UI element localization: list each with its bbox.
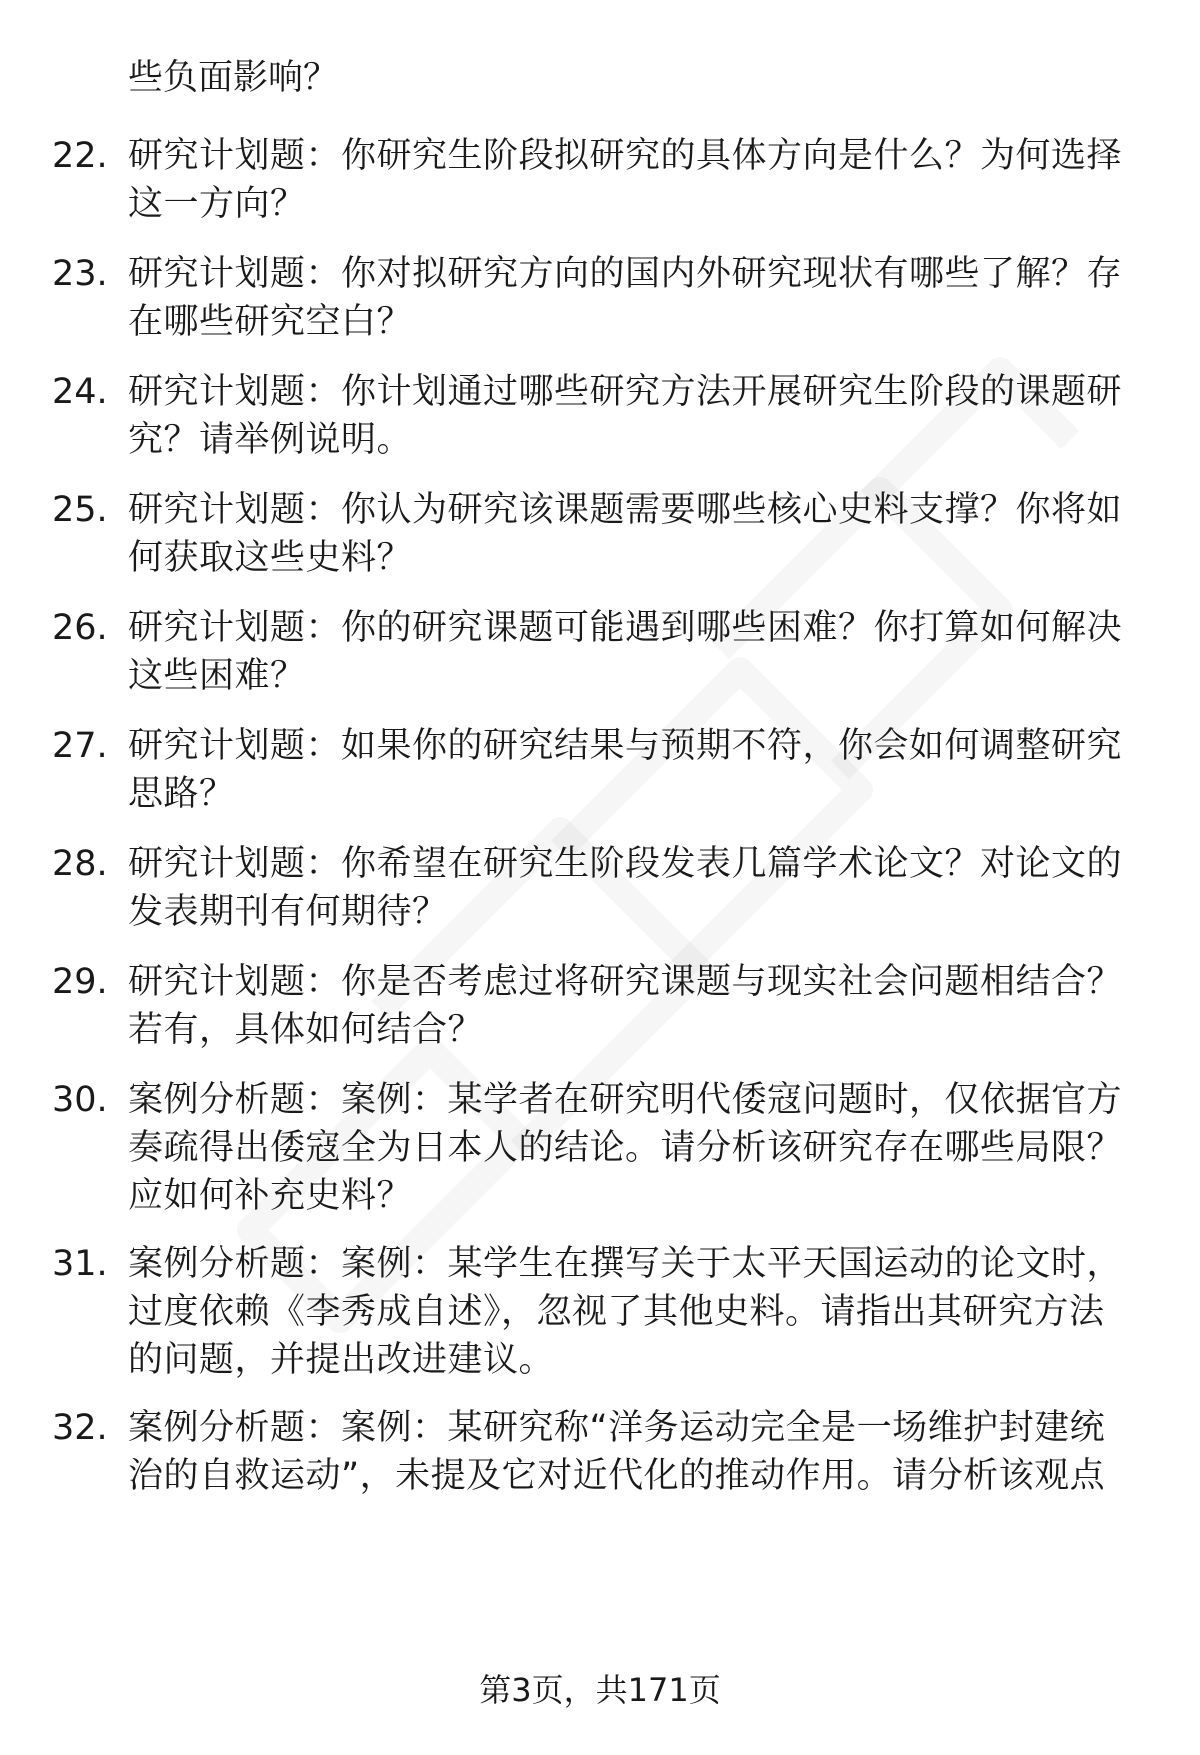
question-number: 27.	[52, 726, 108, 766]
question-text: 研究计划题：你希望在研究生阶段发表几篇学术论文？对论文的发表期刊有何期待？	[128, 844, 1123, 932]
question-number: 22.	[52, 136, 108, 176]
question-text: 案例分析题：案例：某学生在撰写关于太平天国运动的论文时，过度依赖《李秀成自述》，忽视了其他史料。请指出其研究方法的问题，并提出改进建议。	[128, 1244, 1123, 1380]
question-number: 32.	[52, 1408, 108, 1448]
question-text: 案例分析题：案例：某学者在研究明代倭寇问题时，仅依据官方奏疏得出倭寇全为日本人的结论。请分析该研究存在哪些局限？应如何补充史料？	[128, 1080, 1123, 1216]
question-number: 29.	[52, 962, 108, 1002]
question-number: 31.	[52, 1244, 108, 1284]
question-text: 研究计划题：你计划通过哪些研究方法开展研究生阶段的课题研究？请举例说明。	[128, 372, 1123, 460]
question-number: 26.	[52, 608, 108, 648]
question-text: 研究计划题：你对拟研究方向的国内外研究现状有哪些了解？存在哪些研究空白？	[128, 254, 1123, 342]
question-text: 研究计划题：你是否考虑过将研究课题与现实社会问题相结合？若有，具体如何结合？	[128, 962, 1123, 1050]
continuation-text: 些负面影响？	[128, 58, 339, 98]
question-number: 28.	[52, 844, 108, 884]
page-footer: 第3页，共171页	[479, 1671, 721, 1709]
question-text: 研究计划题：你认为研究该课题需要哪些核心史料支撑？你将如何获取这些史料？	[128, 490, 1123, 578]
question-number: 23.	[52, 254, 108, 294]
question-text: 研究计划题：如果你的研究结果与预期不符，你会如何调整研究思路？	[128, 726, 1123, 814]
question-number: 24.	[52, 372, 108, 412]
question-number: 25.	[52, 490, 108, 530]
question-number: 30.	[52, 1080, 108, 1120]
question-text: 研究计划题：你研究生阶段拟研究的具体方向是什么？为何选择这一方向？	[128, 136, 1123, 224]
question-text: 研究计划题：你的研究课题可能遇到哪些困难？你打算如何解决这些困难？	[128, 608, 1123, 696]
question-text: 案例分析题：案例：某研究称“洋务运动完全是一场维护封建统治的自救运动”，未提及它对近代化的推动作用。请分析该观点	[128, 1408, 1106, 1496]
